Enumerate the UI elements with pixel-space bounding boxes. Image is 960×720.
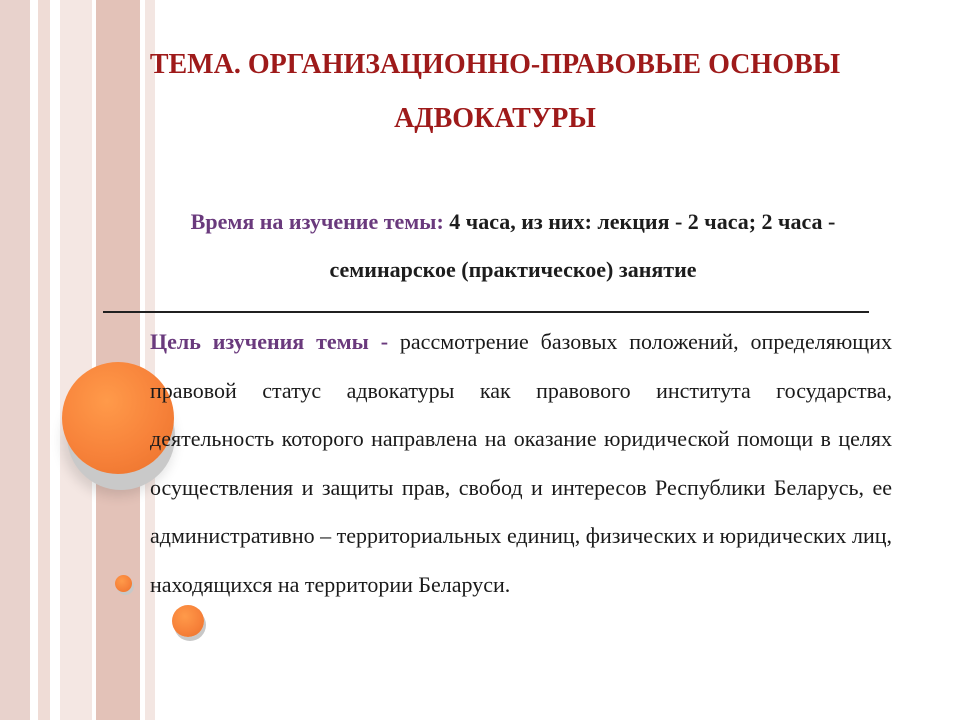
study-time-block [100, 198, 926, 294]
stripe [38, 0, 50, 720]
goal-label: Цель изучения темы - [150, 329, 400, 354]
small-orange-circle [115, 575, 132, 592]
medium-orange-circle [172, 605, 204, 637]
study-time-line1 [100, 198, 926, 246]
study-time-line2: семинарское (практическое) занятие [329, 257, 697, 282]
goal-paragraph [150, 318, 892, 609]
study-time-label: Время на изучение темы: [190, 209, 444, 234]
divider-line [103, 311, 869, 313]
slide-title-line1: ТЕМА. ОРГАНИЗАЦИОННО-ПРАВОВЫЕ ОСНОВЫ [149, 49, 841, 80]
stripe [0, 0, 30, 720]
goal-text: рассмотрение базовых положений, определяющих правовой статус адвокатуры как правового института государства, деятельность которого направлена на оказание юридической помощи в целях осуществления и защиты прав, свобод и интересов Республики Беларусь, ее административно – территориальных единиц, физических и юридических лиц, находящихся на территории Беларуси. [150, 329, 892, 597]
study-time-text1: 4 часа, из них: лекция - 2 часа; 2 часа - [443, 209, 836, 234]
slide-title [60, 38, 930, 146]
slide-title-line2: АДВОКАТУРЫ [394, 103, 596, 134]
